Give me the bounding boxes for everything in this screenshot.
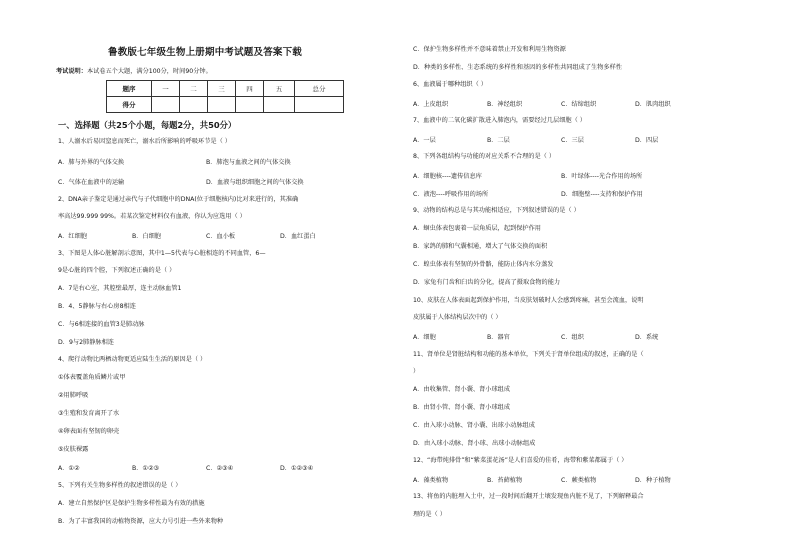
option: A．建立自然保护区是保护生物多样性最为有效的措施 [58, 500, 205, 507]
page-title: 鲁教版七年级生物上册期中考试题及答案下载 [108, 47, 303, 58]
question-stem: 11、肾单位是肾脏结构和功能的基本单位，下列关于肾单位组成的叙述，正确的是（ [413, 351, 644, 358]
question-stem: 5、下列有关生物多样性的叙述错误的是（ ） [58, 482, 182, 489]
option: D．家兔有门齿和臼齿的分化，提高了摄取食物的能力 [413, 279, 561, 286]
option: A．蛔虫体表包裹着一层角质层，起到保护作用 [413, 225, 541, 232]
exam-note [56, 66, 212, 75]
option: C．三层 [561, 137, 584, 144]
score-header: 五 [264, 81, 295, 97]
option: B．为了丰富我国的动植物资源，应大力号引进一些外来物种 [58, 518, 224, 525]
statement: ②用肺呼吸 [58, 392, 89, 399]
score-header: 总分 [295, 81, 344, 97]
score-table [106, 80, 344, 113]
question-stem: 9、动物的结构总是与其功能相适应，下列叙述错误的是（ ） [413, 207, 580, 214]
option: A．肺与外界的气体交换 [58, 159, 125, 166]
option: A．细胞核----遗传信息库 [413, 173, 482, 180]
option: D．肌肉组织 [635, 101, 671, 108]
score-header: 三 [208, 81, 236, 97]
option: B．叶绿体----光合作用的场所 [561, 173, 643, 180]
option: C．液泡----呼吸作用的场所 [413, 191, 489, 198]
score-header: 四 [236, 81, 264, 97]
score-cell [295, 97, 344, 113]
option: B．①②③ [132, 465, 160, 472]
note-label: 考试说明： [56, 68, 87, 75]
score-header: 二 [180, 81, 208, 97]
question-stem: 率高达99.999 99%。若某次鉴定材料仅有血液，你认为应选用（ ） [58, 213, 246, 220]
option: A．上皮组织 [413, 101, 449, 108]
option: D．种子植物 [635, 477, 671, 484]
option: C．血小板 [206, 233, 236, 240]
question-stem: 12、“海带炖排骨”和“紫菜蛋花汤”是人们喜爱的佳肴，海带和紫菜都属于（ ） [413, 457, 628, 464]
option: C．②③④ [206, 465, 234, 472]
question-stem: 9是心脏的四个腔，下列叙述正确的是（ ） [58, 267, 176, 274]
option: D．由入球小动脉、肾小球、出球小动脉组成 [413, 440, 536, 447]
option: C．保护生物多样性并不意味着禁止开发和利用生物资源 [413, 46, 566, 53]
question-stem: 8、下列各组结构与功能的对应关系不合理的是（ ） [413, 153, 556, 160]
option: C．蝗虫体表有坚韧的外骨骼，能防止体内水分蒸发 [413, 261, 554, 268]
option: A．藻类植物 [413, 477, 449, 484]
question-stem: 13、将鱼的内脏埋入土中，过一段时间后翻开土壤发现鱼内脏不见了，下列解释最合 [413, 493, 644, 500]
score-header: 题序 [107, 81, 152, 97]
question-stem: 6、血液属于哪种组织（ ） [413, 81, 487, 88]
question-stem: 4、爬行动物比两栖动物更适应陆生生活的原因是（ ） [58, 356, 207, 363]
question-stem: 皮肤属于人体结构层次中的（ ） [413, 314, 502, 321]
score-cell [264, 97, 295, 113]
score-row [107, 97, 344, 113]
option: C．结缔组织 [561, 101, 597, 108]
statement: ④卵表面有坚韧的卵壳 [58, 428, 120, 435]
option: B．4、5静脉与右心房8相连 [58, 303, 136, 310]
section-title: 一、选择题（共25个小题，每题2分，共50分） [58, 120, 237, 130]
score-cell [180, 97, 208, 113]
option: D．血红蛋白 [280, 233, 316, 240]
option: A．一层 [413, 137, 436, 144]
score-cell [208, 97, 236, 113]
statement: ③生殖和发育离开了水 [58, 410, 120, 417]
option: C．由入球小动脉、肾小囊、出球小动脉组成 [413, 422, 535, 429]
question-stem: 2、DNA亲子鉴定是通过亲代与子代细胞中的DNA(位于细胞核内)比对来进行的，其准确 [58, 196, 299, 203]
score-header-row [107, 81, 344, 97]
option: D．9与2肺静脉相连 [58, 339, 114, 346]
question-stem: 7、血液中的二氧化碳扩散进入肺泡内，需要经过几层细胞（ ） [413, 117, 586, 124]
score-header: 一 [152, 81, 180, 97]
statement: ①体表覆盖角质鳞片或甲 [58, 374, 126, 381]
option: D．系统 [635, 334, 659, 341]
option: B．由肾小管、肾小囊、肾小球组成 [413, 404, 511, 411]
option: D．四层 [635, 137, 659, 144]
option: B．二层 [487, 137, 510, 144]
question-stem: ） [413, 368, 420, 375]
option: D．细胞壁----支持和保护作用 [561, 191, 643, 198]
option: B．苔藓植物 [487, 477, 523, 484]
score-row-label: 得分 [107, 97, 152, 113]
option: B．白细胞 [132, 233, 161, 240]
option: D．血液与组织细胞之间的气体交换 [206, 179, 304, 186]
option: D．①②③④ [280, 465, 314, 472]
option: D．种类的多样性、生态系统的多样性和基因的多样性共同组成了生物多样性 [413, 64, 622, 71]
option: A．由收集管、肾小囊、肾小球组成 [413, 386, 511, 393]
option: C．与6相连接的血管3是肺动脉 [58, 321, 145, 328]
question-stem: 10、皮肤在人体表面起到保护作用，当皮肤划破时人会感到疼痛，甚至会流血，说明 [413, 297, 644, 304]
option: A．红细胞 [58, 233, 87, 240]
option: A．7是右心室，其腔壁最厚，连主动脉血管1 [58, 285, 182, 292]
option: B．家鸽的肺和气囊相通，增大了气体交换的面积 [413, 243, 548, 250]
option: B．肺泡与血液之间的气体交换 [206, 159, 291, 166]
statement: ⑤皮肤裸露 [58, 446, 89, 453]
option: A．细胞 [413, 334, 436, 341]
score-cell [236, 97, 264, 113]
option: A．①② [58, 465, 80, 472]
question-stem: 1、人溺水后易因窒息而死亡，溺水后所影响的呼吸环节是（ ） [58, 138, 231, 145]
option: C．气体在血液中的运输 [58, 179, 125, 186]
option: C．组织 [561, 334, 584, 341]
note-text: 本试卷五个大题，满分100分，时间90分钟。 [86, 68, 212, 75]
option: B．器官 [487, 334, 510, 341]
question-stem: 理的是（ ） [413, 511, 446, 518]
option: B．神经组织 [487, 101, 523, 108]
option: C．蕨类植物 [561, 477, 597, 484]
question-stem: 3、下图是人体心脏解剖示意图，其中1—5代表与心脏相连的不同血管，6— [58, 250, 266, 257]
score-cell [152, 97, 180, 113]
